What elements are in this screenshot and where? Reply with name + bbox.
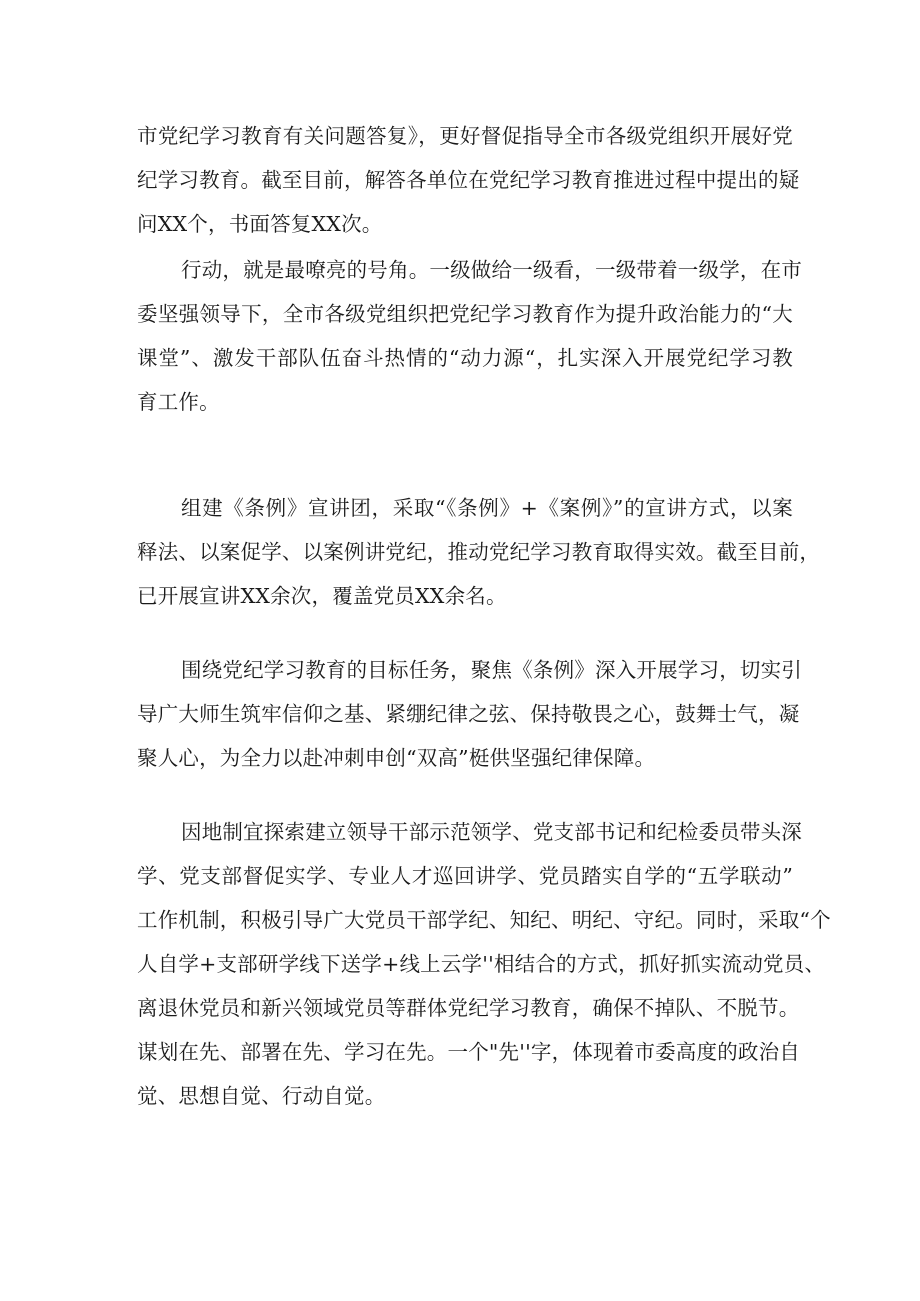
paragraph-line: 学、党支部督促实学、专业人才巡回讲学、党员踏实自学的“五学联动” bbox=[137, 864, 793, 888]
paragraph-5 bbox=[137, 810, 831, 1118]
paragraph-line: 问XX个，书面答复XX次。 bbox=[137, 212, 383, 236]
paragraph-line: 行动，就是最嘹亮的号角。一级做给一级看，一级带着一级学，在市 bbox=[181, 258, 802, 282]
paragraph-line: 育工作。 bbox=[137, 390, 220, 414]
paragraph-line: 觉、思想自觉、行动自觉。 bbox=[137, 1084, 386, 1108]
paragraph-line: 工作机制，积极引导广大党员干部学纪、知纪、明纪、守纪。同时，采取“个 bbox=[137, 908, 831, 932]
paragraph-line: 纪学习教育。截至目前，解答各单位在党纪学习教育推进过程中提出的疑 bbox=[137, 168, 800, 192]
paragraph-line: 释法、以案促学、以案例讲党纪，推动党纪学习教育取得实效。截至目前， bbox=[137, 540, 821, 564]
paragraph-line: 聚人心，为全力以赴冲刺申创“双高”梃供坚强纪律保障。 bbox=[137, 746, 656, 770]
paragraph-line: 人自学+支部研学线下送学+线上云学''相结合的方式，抓好抓实流动党员、 bbox=[137, 952, 826, 976]
paragraph-3 bbox=[137, 486, 821, 618]
paragraph-line: 委坚强领导下，全市各级党组织把党纪学习教育作为提升政治能力的“大 bbox=[137, 302, 793, 326]
paragraph-line: 市党纪学习教育有关问题答复》，更好督促指导全市各级党组织开展好党 bbox=[137, 124, 793, 148]
paragraph-1 bbox=[137, 114, 800, 246]
paragraph-line: 围绕党纪学习教育的目标任务，聚焦《条例》深入开展学习，切实引 bbox=[181, 658, 802, 682]
paragraph-line: 导广大师生筑牢信仰之基、紧绷纪律之弦、保持敬畏之心，鼓舞士气，凝 bbox=[137, 702, 800, 726]
paragraph-line: 因地制宜探索建立领导干部示范领学、党支部书记和纪检委员带头深 bbox=[181, 820, 802, 844]
paragraph-line: 离退休党员和新兴领域党员等群体党纪学习教育，确保不掉队、不脱节。 bbox=[137, 996, 800, 1020]
paragraph-4 bbox=[137, 648, 802, 780]
paragraph-line: 谋划在先、部署在先、学习在先。一个"先''字，体现着市委高度的政治自 bbox=[137, 1040, 800, 1064]
paragraph-line: 已开展宣讲XX余次，覆盖党员XX余名。 bbox=[137, 584, 507, 608]
paragraph-line: 课堂”、激发干部队伍奋斗热情的“动力源“，扎实深入开展党纪学习教 bbox=[137, 346, 793, 370]
paragraph-line: 组建《条例》宣讲团，采取“《条例》+《案例》”的宣讲方式，以案 bbox=[181, 496, 793, 520]
paragraph-2 bbox=[137, 248, 802, 424]
